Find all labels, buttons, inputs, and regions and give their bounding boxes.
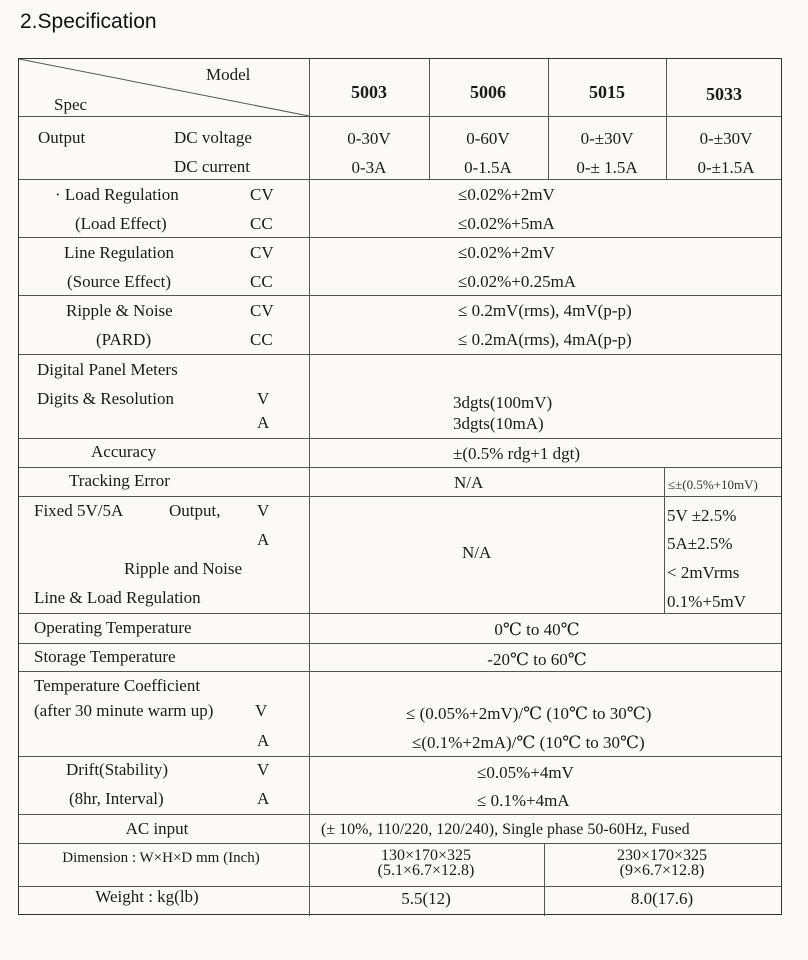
row-divider	[19, 295, 781, 296]
ripple-noise-label: Ripple & Noise	[66, 301, 173, 320]
fixed-output-value: N/A	[462, 543, 492, 562]
ripple-noise-cv-value: ≤ 0.2mV(rms), 4mV(p-p)	[458, 301, 632, 320]
temp-coefficient-a: A	[257, 731, 270, 750]
model-5033: 5033	[706, 84, 742, 104]
weight-small: 5.5(12)	[401, 889, 451, 908]
row-divider	[19, 496, 781, 497]
header-model-label: Model	[206, 65, 251, 84]
drift-label: Drift(Stability)	[66, 760, 168, 779]
fixed-regulation-value: 0.1%+5mV	[667, 592, 746, 611]
line-regulation-cc-value: ≤0.02%+0.25mA	[458, 272, 577, 291]
fixed-regulation-label: Line & Load Regulation	[34, 588, 201, 607]
line-regulation-cc: CC	[250, 272, 273, 291]
fixed-output-label: Fixed 5V/5A	[34, 501, 124, 520]
column-divider	[429, 59, 430, 179]
digital-meters-v: V	[257, 389, 270, 408]
tracking-error-value: N/A	[454, 473, 484, 492]
digital-meters-v-value: 3dgts(100mV)	[453, 393, 553, 412]
specification-table	[18, 58, 782, 915]
row-divider	[19, 438, 781, 439]
dimension-label: Dimension : W×H×D mm (Inch)	[62, 850, 260, 866]
storage-temp-label: Storage Temperature	[34, 647, 176, 666]
header-spec-label: Spec	[54, 95, 88, 114]
section-title: 2.Specification	[20, 10, 157, 33]
drift-a: A	[257, 789, 270, 808]
temp-coefficient-v: V	[255, 701, 268, 720]
operating-temp-label: Operating Temperature	[34, 618, 192, 637]
dc-voltage-5033: 0-±30V	[699, 129, 753, 148]
drift-a-value: ≤ 0.1%+4mA	[477, 791, 570, 810]
tracking-error-label: Tracking Error	[69, 471, 170, 490]
row-divider	[19, 467, 781, 468]
output-label: Output	[38, 128, 86, 147]
model-5015: 5015	[589, 82, 625, 102]
row-divider	[19, 756, 781, 757]
digital-meters-a-value: 3dgts(10mA)	[453, 414, 544, 433]
column-divider	[548, 59, 549, 179]
load-regulation-cc-value: ≤0.02%+5mA	[458, 214, 555, 233]
temp-coefficient-label: Temperature Coefficient	[34, 676, 201, 695]
dc-voltage-5003: 0-30V	[347, 129, 391, 148]
column-divider	[309, 59, 310, 916]
dc-voltage-5015: 0-±30V	[580, 129, 634, 148]
dimension-small-inch: (5.1×6.7×12.8)	[377, 862, 475, 879]
fixed-output-v: V	[257, 501, 270, 520]
row-divider	[19, 613, 781, 614]
accuracy-label: Accuracy	[91, 442, 157, 461]
load-regulation-cv-value: ≤0.02%+2mV	[458, 185, 555, 204]
column-divider	[544, 843, 545, 916]
dc-current-5003: 0-3A	[351, 158, 387, 177]
ripple-noise-cc-value: ≤ 0.2mA(rms), 4mA(p-p)	[458, 330, 632, 349]
row-divider	[19, 179, 781, 180]
temp-coefficient-v-value: ≤ (0.05%+2mV)/℃ (10℃ to 30℃)	[406, 704, 652, 723]
row-divider	[19, 354, 781, 355]
weight-label: Weight : kg(lb)	[95, 887, 199, 906]
tracking-error-5033-value: ≤±(0.5%+10mV)	[668, 477, 758, 492]
dc-voltage-label: DC voltage	[174, 128, 252, 147]
load-regulation-cv: CV	[250, 185, 274, 204]
operating-temp-value: 0℃ to 40℃	[494, 620, 580, 639]
fixed-ripple-label: Ripple and Noise	[124, 559, 243, 578]
dc-current-label: DC current	[174, 157, 251, 176]
drift-v: V	[257, 760, 270, 779]
pard-label: (PARD)	[96, 330, 152, 349]
load-effect-label: (Load Effect)	[75, 214, 167, 233]
model-5006: 5006	[470, 82, 506, 102]
digital-meters-label: Digital Panel Meters	[37, 360, 178, 379]
row-divider	[19, 814, 781, 815]
drift-v-value: ≤0.05%+4mV	[477, 763, 574, 782]
line-regulation-cv-value: ≤0.02%+2mV	[458, 243, 555, 262]
storage-temp-value: -20℃ to 60℃	[487, 650, 587, 669]
warm-up-label: (after 30 minute warm up)	[34, 701, 214, 720]
ac-input-label: AC input	[125, 819, 189, 838]
fixed-ripple-value: < 2mVrms	[667, 563, 740, 582]
dimension-large-inch: (9×6.7×12.8)	[619, 862, 705, 879]
drift-interval-label: (8hr, Interval)	[69, 789, 164, 808]
load-regulation-cc: CC	[250, 214, 273, 233]
digits-resolution-label: Digits & Resolution	[37, 389, 174, 408]
weight-large: 8.0(17.6)	[630, 889, 694, 908]
line-regulation-label: Line Regulation	[64, 243, 175, 262]
ac-input-value: (± 10%, 110/220, 120/240), Single phase 50-60Hz, Fused	[321, 821, 690, 838]
load-regulation-label: · Load Regulation	[55, 185, 179, 204]
row-divider	[19, 237, 781, 238]
digital-meters-a: A	[257, 413, 270, 432]
dc-voltage-5006: 0-60V	[466, 129, 510, 148]
column-divider	[664, 467, 665, 613]
fixed-output-v-value: 5V ±2.5%	[667, 506, 737, 525]
fixed-output-output-label: Output,	[169, 501, 221, 520]
dc-current-5006: 0-1.5A	[464, 158, 512, 177]
accuracy-value: ±(0.5% rdg+1 dgt)	[453, 444, 581, 463]
dc-current-5033: 0-±1.5A	[697, 158, 755, 177]
temp-coefficient-a-value: ≤(0.1%+2mA)/℃ (10℃ to 30℃)	[412, 733, 645, 752]
dimension-small-mm: 130×170×325	[380, 847, 472, 864]
ripple-noise-cc: CC	[250, 330, 273, 349]
ripple-noise-cv: CV	[250, 301, 274, 320]
fixed-output-a-value: 5A±2.5%	[667, 534, 733, 553]
row-divider	[19, 643, 781, 644]
row-divider	[19, 843, 781, 844]
source-effect-label: (Source Effect)	[67, 272, 171, 291]
row-divider	[19, 671, 781, 672]
dimension-large-mm: 230×170×325	[616, 847, 708, 864]
model-5003: 5003	[351, 82, 387, 102]
fixed-output-a: A	[257, 530, 270, 549]
dc-current-5015: 0-± 1.5A	[576, 158, 638, 177]
column-divider	[666, 59, 667, 179]
line-regulation-cv: CV	[250, 243, 274, 262]
